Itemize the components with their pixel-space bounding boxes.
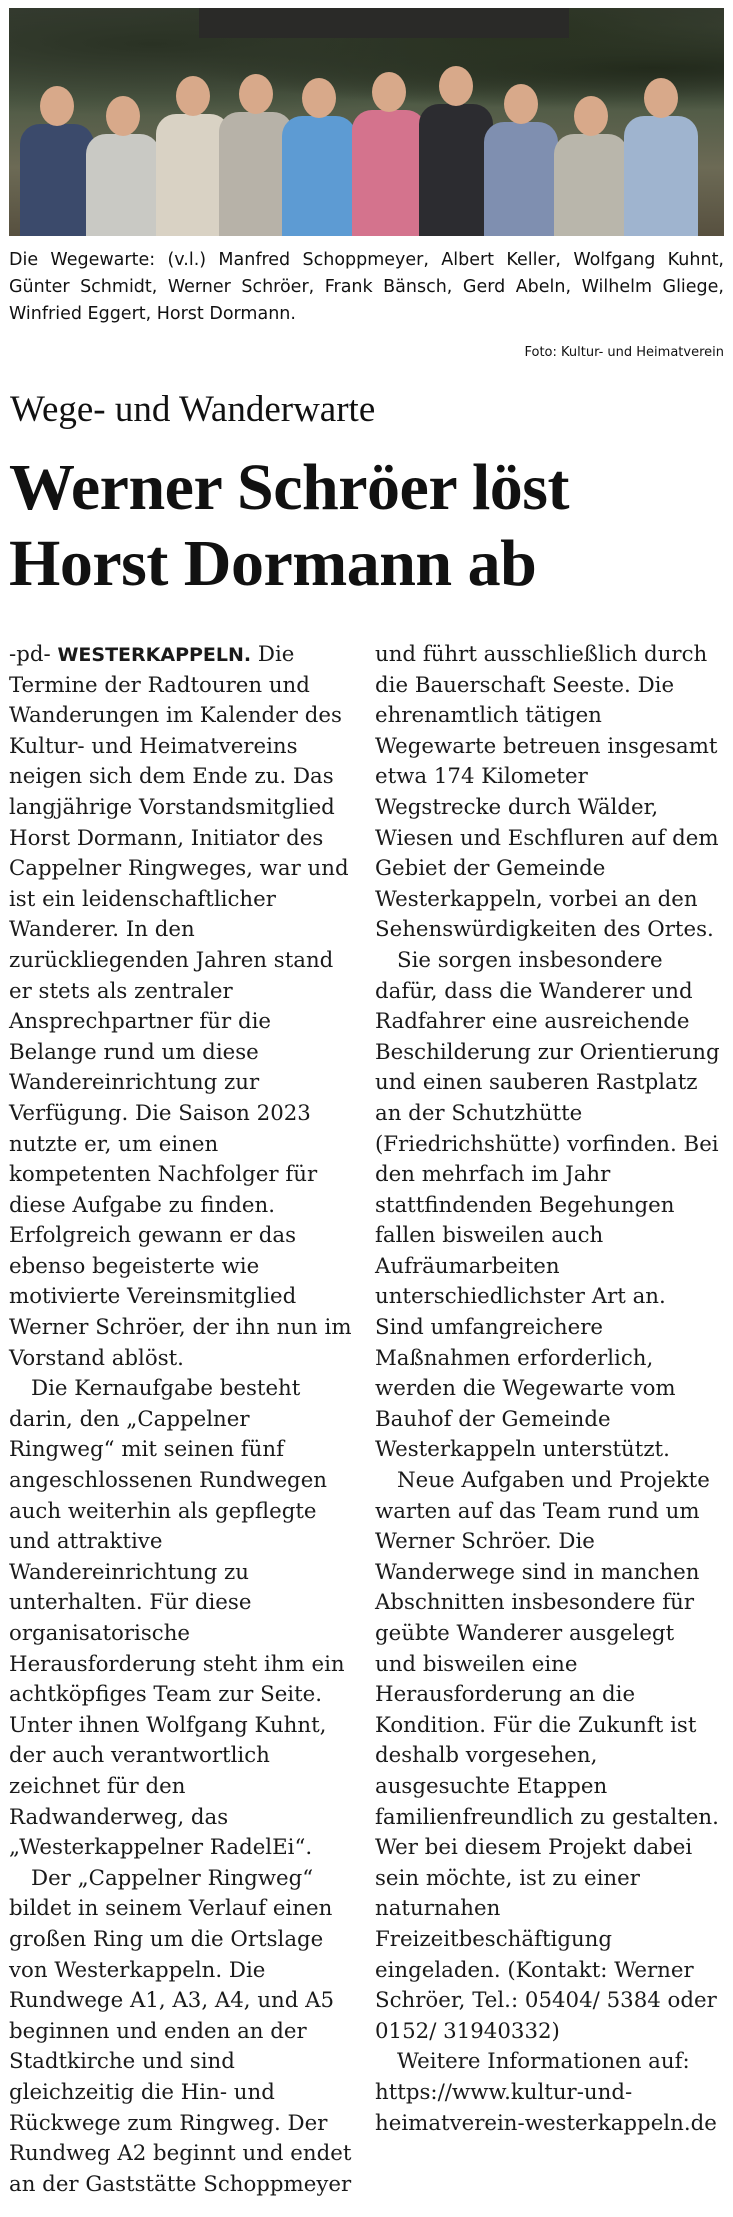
person-body bbox=[554, 134, 628, 236]
paragraph-1 bbox=[9, 640, 354, 1374]
article-column-right bbox=[375, 640, 720, 2139]
paragraph-6: Weitere Informationen auf: https://www.kultur-und-heimatverein-westerkappeln.de bbox=[375, 2049, 717, 2136]
person-head bbox=[106, 96, 140, 136]
dateline: WESTERKAPPELN. bbox=[57, 644, 252, 666]
paragraph-1-text: Die Termine der Radtouren und Wanderungen im Kalender des Kultur- und Heimatvereins neigen sich dem Ende zu. Das langjährige Vorstandsmitglied Horst Dormann, Initiator des Cappelner Ringweges, war und ist ein leidenschaftlicher Wanderer. In den zurückliegenden Jahren stand er stets als zentraler Ansprechpartner für die Belange rund um diese Wandereinrichtung zur Verfügung. Die Saison 2023 nutzte er, um einen kompetenten Nachfolger für diese Aufgabe zu finden. Erfolgreich gewann er das ebenso begeisterte wie motivierte Vereinsmitglied Werner Schröer, der ihn nun im Vorstand ablöst. bbox=[9, 642, 352, 1371]
person-head bbox=[176, 76, 210, 116]
paragraph-3: Der „Cappelner Ringweg“ bildet in seinem Verlauf einen großen Ring um die Ortslage von Westerkappeln. Die Rundwege A1, A3, A4, und A5 beginnen und enden an der Stadtkirche und sind gleichzeitig die Hin- und Rückwege zum Ringweg. Der Rundweg A2 beginnt und endet an der Gaststätte Schoppmeyer bbox=[9, 1865, 352, 2197]
person-body bbox=[86, 134, 160, 236]
byline-prefix: -pd- bbox=[9, 642, 51, 667]
person-body bbox=[282, 116, 356, 236]
person-head bbox=[40, 86, 74, 126]
photo-caption: Die Wegewarte: (v.l.) Manfred Schoppmeyer, Albert Keller, Wolfgang Kuhnt, Günter Schmidt, Werner Schröer, Frank Bänsch, Gerd Abeln, Wilhelm Gliege, Winfried Eggert, Horst Dormann. bbox=[9, 250, 724, 324]
person-head bbox=[644, 78, 678, 118]
paragraph-3-continued: und führt ausschließlich durch die Bauerschaft Seeste. Die ehrenamtlich tätigen Wegewarte betreuen insgesamt etwa 174 Kilometer Wegstrecke durch Wälder, Wiesen und Eschfluren auf dem Gebiet der Gemeinde Westerkappeln, vorbei an den Sehenswürdigkeiten des Ortes. bbox=[375, 642, 719, 943]
article-kicker: Wege- und Wanderwarte bbox=[10, 389, 376, 430]
person-figure bbox=[619, 78, 703, 236]
paragraph-5: Neue Aufgaben und Projekte warten auf das Team rund um Werner Schröer. Die Wanderwege sind in manchen Abschnitten insbesondere für geübte Wanderer ausgelegt und bisweilen eine Herausforderung an die Kondition. Für die Zukunft ist deshalb vorgesehen, ausgesuchte Etappen familienfreundlich zu gestalten. Wer bei diesem Projekt dabei sein möchte, ist zu einer naturnahen Freizeitbeschäftigung eingeladen. (Kontakt: Werner Schröer, Tel.: 05404/ 5384 oder 0152/ 31940332) bbox=[375, 1468, 719, 2044]
article-headline: Werner Schröer löst Horst Dormann ab bbox=[9, 451, 569, 600]
article-column-left bbox=[9, 640, 354, 2200]
person-head bbox=[239, 74, 273, 114]
photo-credit: Foto: Kultur- und Heimatverein bbox=[524, 345, 724, 360]
paragraph-4: Sie sorgen insbesondere dafür, dass die Wanderer und Radfahrer eine ausreichende Beschilderung zur Orientierung und einen sauberen Rastplatz an der Schutzhütte (Friedrichshütte) vorfinden. Bei den mehrfach im Jahr stattfindenden Begehungen fallen bisweilen auch Aufräumarbeiten unterschiedlichster Art an. Sind umfangreichere Maßnahmen erforderlich, werden die Wegewarte vom Bauhof der Gemeinde Westerkappeln unterstützt. bbox=[375, 947, 720, 1463]
person-body bbox=[484, 122, 558, 236]
paragraph-2: Die Kernaufgabe besteht darin, den „Cappelner Ringweg“ mit seinen fünf angeschlossenen Rundwegen auch weiterhin als gepflegte und attraktive Wandereinrichtung zu unterhalten. Für diese organisatorische Herausforderung steht ihm ein achtköpfiges Team zur Seite. Unter ihnen Wolfgang Kuhnt, der auch verantwortlich zeichnet für den Radwanderweg, das „Westerkappelner RadelEi“. bbox=[9, 1376, 345, 1861]
person-head bbox=[372, 72, 406, 112]
group-photo bbox=[9, 8, 724, 236]
person-head bbox=[574, 96, 608, 136]
person-head bbox=[504, 84, 538, 124]
person-head bbox=[302, 78, 336, 118]
person-body bbox=[624, 116, 698, 236]
photo-shelter-roof bbox=[199, 8, 569, 38]
person-head bbox=[439, 66, 473, 106]
